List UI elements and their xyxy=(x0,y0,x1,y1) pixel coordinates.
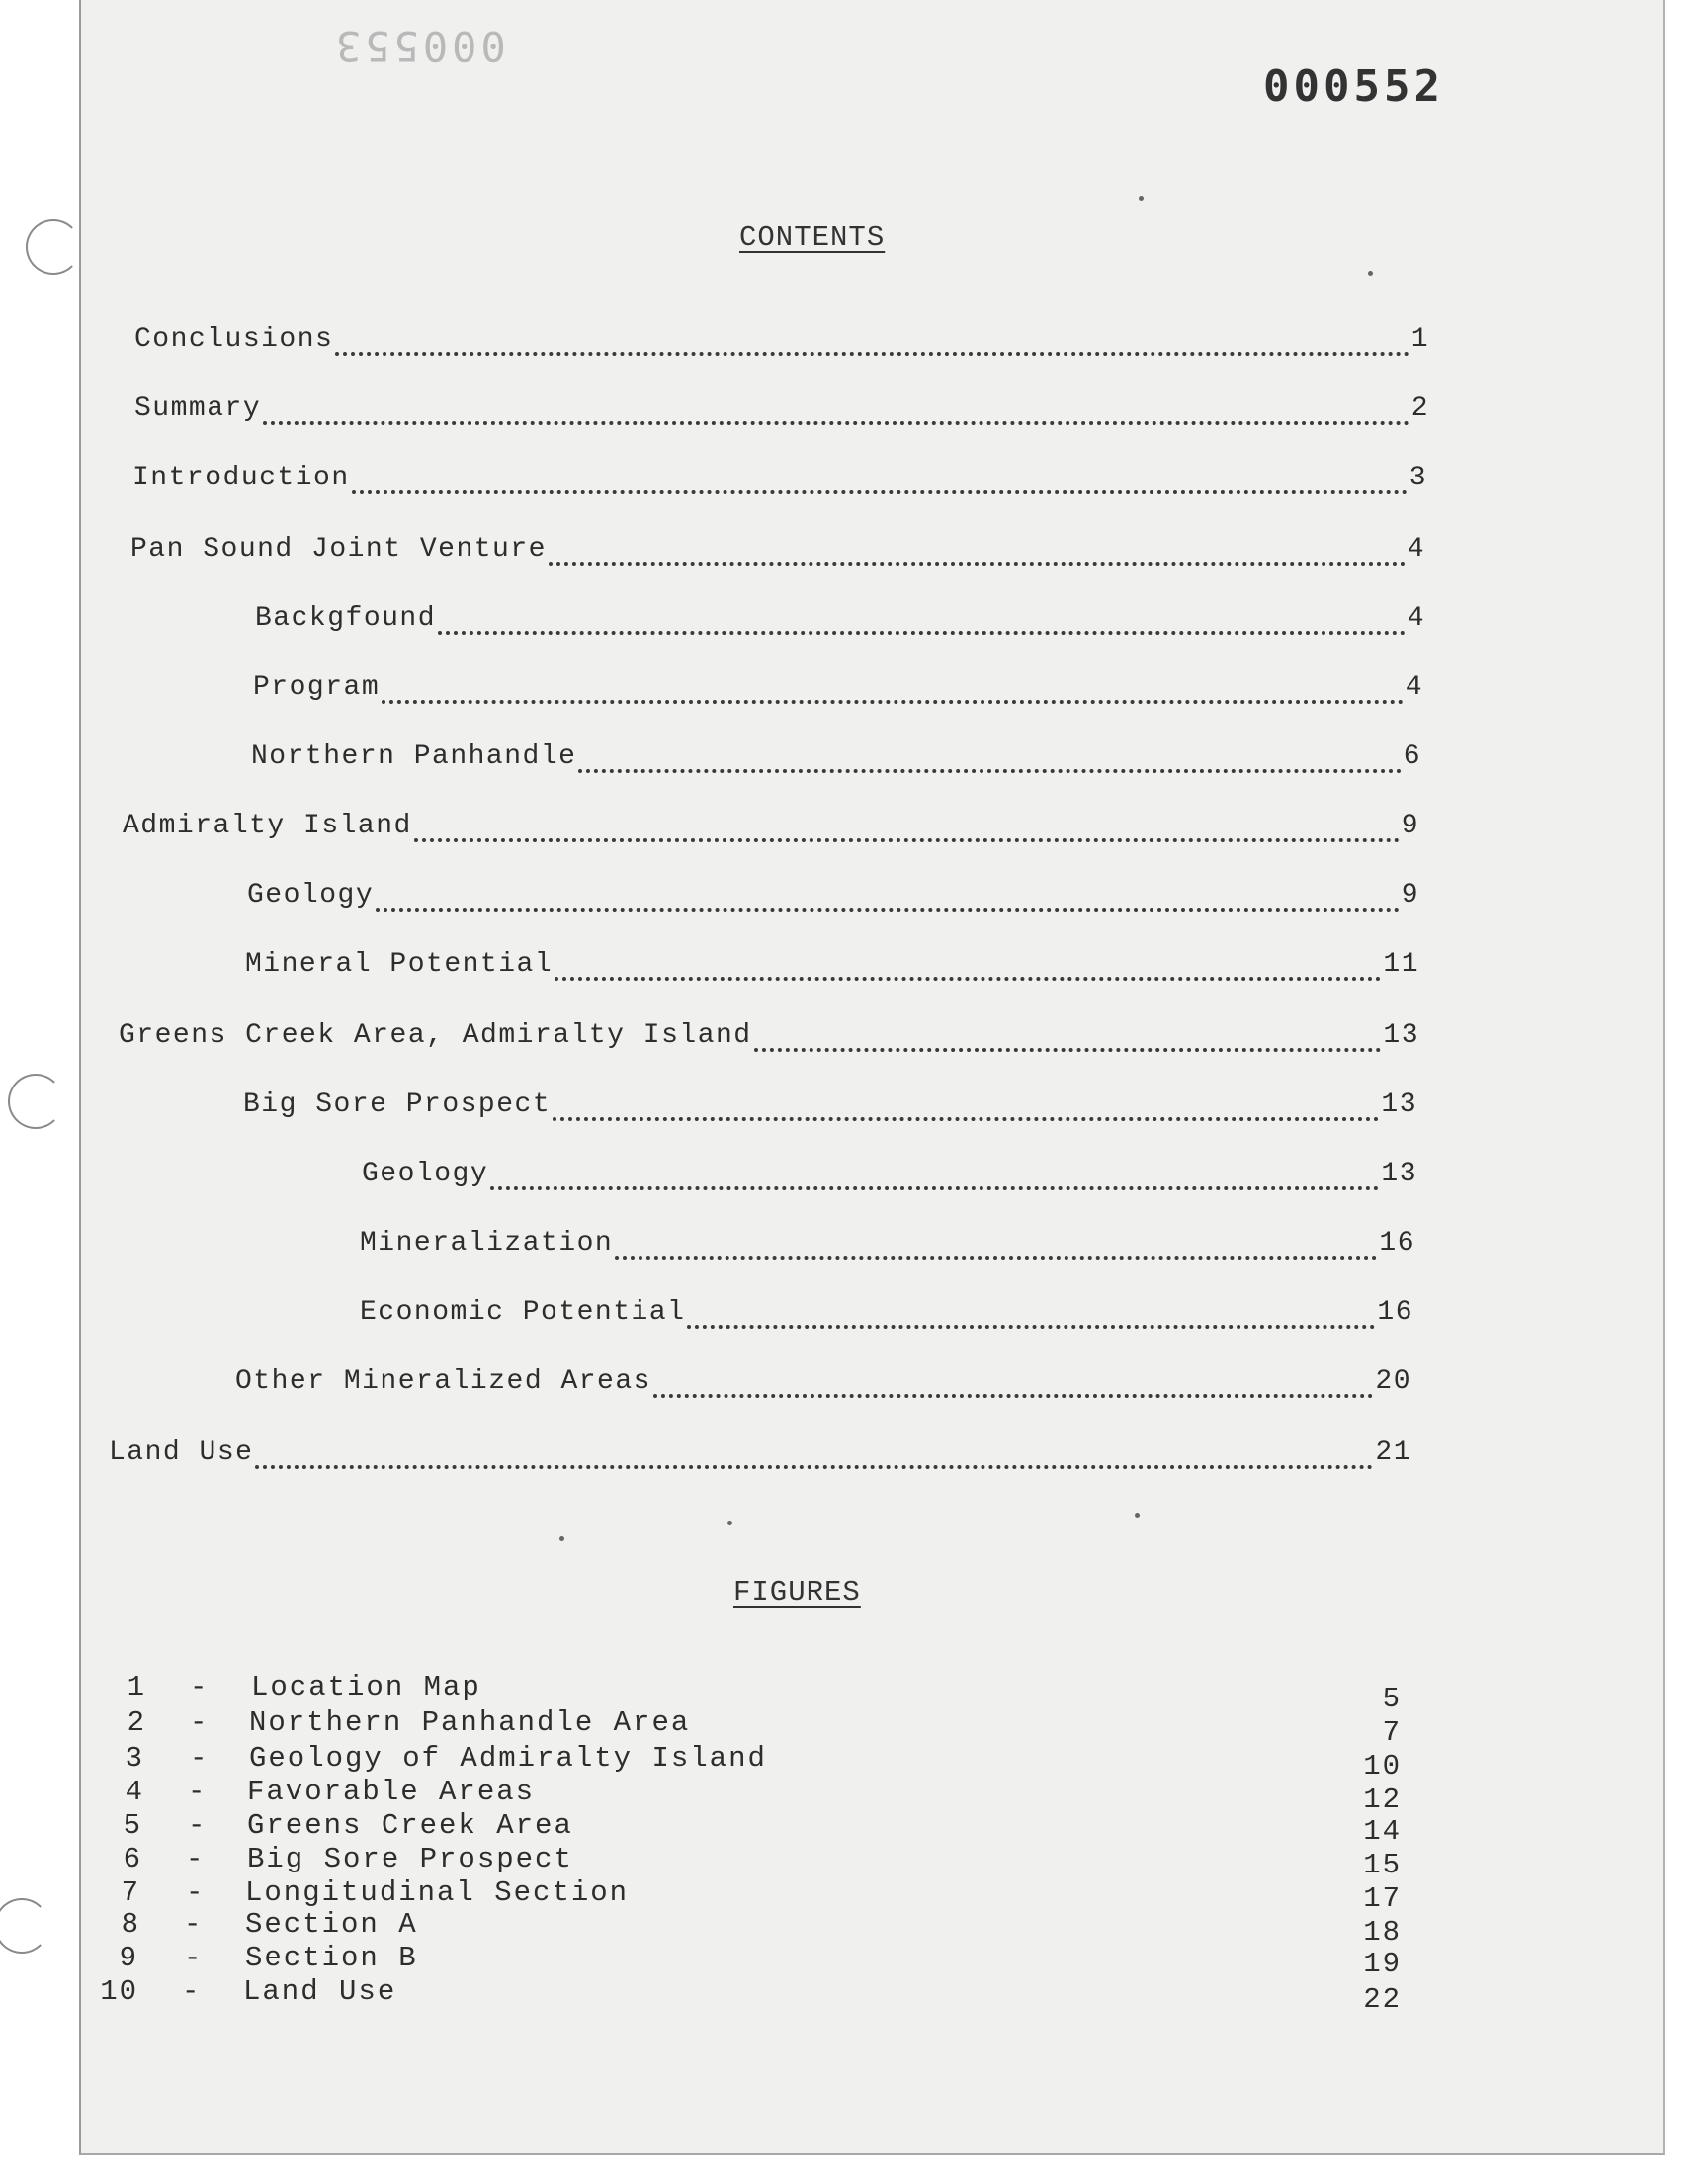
dot-leader xyxy=(687,1325,1375,1329)
dot-leader xyxy=(335,352,1409,356)
toc-entry-title: Greens Creek Area, Admiralty Island xyxy=(119,1020,752,1051)
scan-speck xyxy=(1135,1513,1140,1518)
dot-leader xyxy=(553,1117,1379,1121)
toc-entry xyxy=(134,393,1429,433)
toc-entry xyxy=(253,672,1423,712)
toc-entry-title: Program xyxy=(253,672,381,703)
figure-page: 18 xyxy=(1363,1916,1402,1949)
toc-entry xyxy=(134,324,1429,364)
figure-entry xyxy=(0,1908,1483,1949)
toc-entry-title: Big Sore Prospect xyxy=(243,1089,552,1120)
figure-dash: - xyxy=(190,1706,210,1739)
figure-number: 9 xyxy=(119,1942,138,1974)
toc-entry-page: 4 xyxy=(1407,603,1425,634)
dot-leader xyxy=(549,562,1406,566)
figure-entry xyxy=(0,1706,1483,1749)
toc-entry xyxy=(132,463,1427,502)
dot-leader xyxy=(414,838,1400,842)
toc-entry-title: Introduction xyxy=(132,463,350,493)
figure-dash: - xyxy=(184,1942,204,1974)
toc-entry xyxy=(251,741,1421,781)
toc-entry-title: Geology xyxy=(247,880,375,911)
figure-dash: - xyxy=(188,1809,208,1842)
figure-page: 19 xyxy=(1363,1948,1402,1980)
figure-title: Geology of Admiralty Island xyxy=(249,1742,767,1775)
toc-entry xyxy=(243,1089,1417,1129)
toc-entry-page: 21 xyxy=(1375,1437,1411,1468)
toc-entry-title: Mineral Potential xyxy=(245,949,554,980)
figure-title: Greens Creek Area xyxy=(247,1809,573,1842)
toc-entry-page: 1 xyxy=(1410,324,1429,355)
figure-page: 5 xyxy=(1382,1683,1402,1715)
figure-dash: - xyxy=(188,1776,208,1808)
figure-number: 6 xyxy=(123,1843,142,1875)
ghost-stamp-number: 000553 xyxy=(332,22,506,70)
figure-number: 3 xyxy=(125,1742,144,1775)
figure-entry xyxy=(0,1876,1483,1915)
toc-entry-page: 9 xyxy=(1401,811,1419,841)
dot-leader xyxy=(352,490,1408,494)
toc-entry xyxy=(362,1159,1417,1198)
figure-title: Section A xyxy=(245,1908,418,1941)
toc-entry-page: 9 xyxy=(1401,880,1419,911)
figure-entry xyxy=(0,1843,1483,1881)
figure-page: 15 xyxy=(1363,1849,1402,1881)
toc-entry-title: Economic Potential xyxy=(360,1297,686,1328)
dot-leader xyxy=(490,1186,1379,1190)
figure-number: 2 xyxy=(127,1706,146,1739)
scan-speck xyxy=(727,1521,732,1525)
toc-entry-page: 13 xyxy=(1381,1089,1417,1120)
figure-dash: - xyxy=(190,1671,210,1703)
toc-entry-title: Pan Sound Joint Venture xyxy=(130,534,547,565)
figure-dash: - xyxy=(190,1742,210,1775)
figure-number: 8 xyxy=(121,1908,140,1941)
toc-entry-page: 16 xyxy=(1379,1228,1415,1259)
punch-hole-top xyxy=(26,219,81,275)
toc-entry-page: 3 xyxy=(1409,463,1427,493)
figure-entry xyxy=(0,1942,1483,1980)
figure-entry xyxy=(0,1975,1483,2016)
scan-speck xyxy=(1368,271,1373,276)
figure-entry xyxy=(0,1671,1483,1715)
toc-entry xyxy=(245,949,1419,989)
figure-dash: - xyxy=(182,1975,202,2008)
figure-entry xyxy=(0,1742,1483,1783)
stamp-number: 000552 xyxy=(1263,61,1444,112)
toc-entry-title: Summary xyxy=(134,393,262,424)
figure-title: Location Map xyxy=(251,1671,481,1703)
toc-entry xyxy=(123,811,1419,850)
figure-number: 1 xyxy=(127,1671,146,1703)
toc-entry-title: Conclusions xyxy=(134,324,334,355)
toc-entry-page: 4 xyxy=(1407,534,1425,565)
figure-number: 4 xyxy=(125,1776,144,1808)
toc-entry-title: Northern Panhandle xyxy=(251,741,577,772)
dot-leader xyxy=(263,421,1409,425)
toc-entry-title: Other Mineralized Areas xyxy=(235,1366,651,1397)
contents-heading: CONTENTS xyxy=(739,221,886,254)
toc-entry xyxy=(130,534,1425,573)
figure-number: 7 xyxy=(121,1876,140,1909)
figure-dash: - xyxy=(186,1843,206,1875)
toc-entry-page: 6 xyxy=(1403,741,1421,772)
toc-entry-title: Admiralty Island xyxy=(123,811,412,841)
figure-page: 17 xyxy=(1363,1882,1402,1915)
figure-title: Section B xyxy=(245,1942,418,1974)
dot-leader xyxy=(754,1048,1382,1052)
toc-entry-page: 2 xyxy=(1410,393,1429,424)
toc-entry-page: 13 xyxy=(1381,1159,1417,1189)
toc-entry xyxy=(119,1020,1419,1060)
figure-page: 10 xyxy=(1363,1750,1402,1783)
dot-leader xyxy=(376,908,1400,912)
punch-hole-middle xyxy=(8,1074,63,1129)
dot-leader xyxy=(255,1465,1373,1469)
toc-entry xyxy=(109,1437,1411,1477)
figure-title: Big Sore Prospect xyxy=(247,1843,573,1875)
figure-title: Favorable Areas xyxy=(247,1776,536,1808)
toc-entry xyxy=(360,1297,1413,1337)
toc-entry-title: Geology xyxy=(362,1159,489,1189)
toc-entry xyxy=(235,1366,1411,1406)
toc-entry-title: Backgfound xyxy=(255,603,437,634)
toc-entry-page: 4 xyxy=(1405,672,1423,703)
figure-title: Longitudinal Section xyxy=(245,1876,630,1909)
dot-leader xyxy=(382,700,1404,704)
figure-entry xyxy=(0,1809,1483,1848)
scan-speck xyxy=(1139,196,1144,201)
figure-entry xyxy=(0,1776,1483,1816)
dot-leader xyxy=(653,1394,1373,1398)
scan-speck xyxy=(559,1536,564,1541)
figure-page: 22 xyxy=(1363,1983,1402,2016)
figure-page: 12 xyxy=(1363,1784,1402,1816)
figure-title: Northern Panhandle Area xyxy=(249,1706,691,1739)
toc-entry xyxy=(255,603,1425,643)
figure-page: 14 xyxy=(1363,1815,1402,1848)
figure-page: 7 xyxy=(1382,1716,1402,1749)
dot-leader xyxy=(615,1256,1377,1260)
toc-entry-page: 20 xyxy=(1375,1366,1411,1397)
dot-leader xyxy=(578,769,1401,773)
toc-entry-title: Mineralization xyxy=(360,1228,614,1259)
figure-number: 5 xyxy=(123,1809,142,1842)
figure-title: Land Use xyxy=(243,1975,397,2008)
toc-entry-title: Land Use xyxy=(109,1437,254,1468)
figures-heading: FIGURES xyxy=(733,1576,861,1609)
dot-leader xyxy=(555,977,1381,981)
toc-entry xyxy=(360,1228,1415,1267)
toc-entry-page: 13 xyxy=(1383,1020,1419,1051)
toc-entry xyxy=(247,880,1419,919)
figure-number: 10 xyxy=(100,1975,138,2008)
dot-leader xyxy=(438,631,1406,635)
figure-dash: - xyxy=(184,1908,204,1941)
toc-entry-page: 11 xyxy=(1383,949,1419,980)
figure-dash: - xyxy=(186,1876,206,1909)
toc-entry-page: 16 xyxy=(1377,1297,1413,1328)
